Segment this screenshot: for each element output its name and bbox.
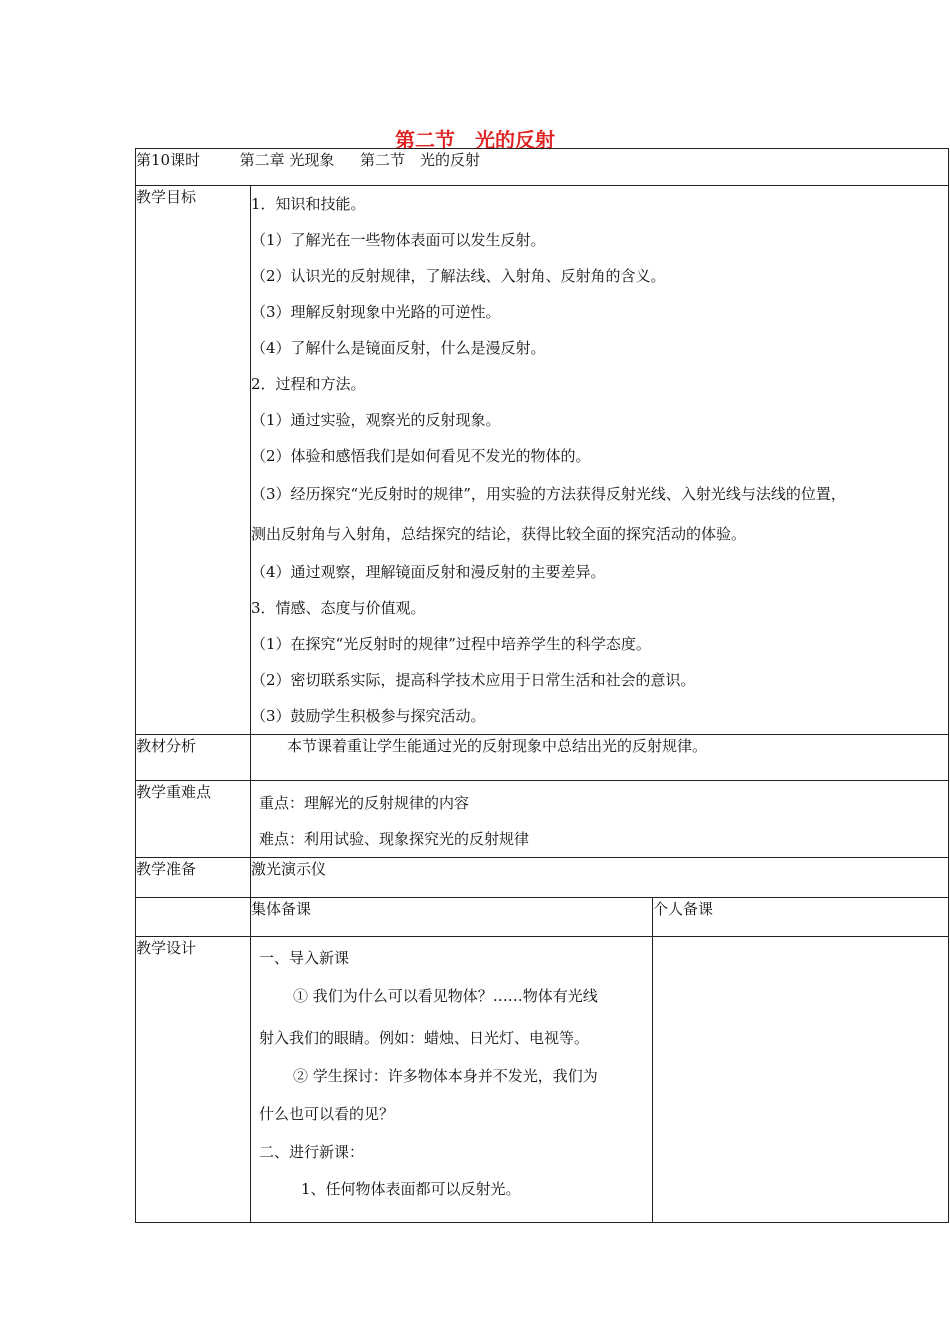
analysis-text: 本节课着重让学生能通过光的反射现象中总结出光的反射规律。 — [287, 737, 708, 755]
design-label: 教学设计 — [136, 937, 251, 1223]
key-points-label: 教学重难点 — [136, 781, 251, 858]
personal-prep-header: 个人备课 — [653, 898, 949, 937]
objective-line: （2）认识光的反射规律，了解法线、入射角、反射角的含义。 — [251, 267, 666, 285]
chapter-name: 第二章 光现象 — [239, 151, 335, 169]
objective-line: （1）在探究“光反射时的规律”过程中培养学生的科学态度。 — [251, 635, 651, 653]
objectives-row — [136, 186, 949, 735]
focus-text: 重点：理解光的反射规律的内容 — [259, 794, 470, 812]
objective-line: （3）经历探究“光反射时的规律”，用实验的方法获得反射光线、入射光线与法线的位置， — [251, 485, 846, 503]
design-content — [251, 937, 653, 1223]
objective-line: 3．情感、态度与价值观。 — [251, 599, 426, 617]
personal-prep-content — [653, 937, 949, 1223]
objective-line: 2．过程和方法。 — [251, 375, 366, 393]
objective-line: 1．知识和技能。 — [251, 195, 366, 213]
lesson-plan-table — [135, 148, 949, 1223]
design-line: ① 我们为什么可以看见物体？……物体有光线 — [293, 987, 598, 1005]
lesson-number: 第10课时 — [136, 151, 201, 169]
objectives-label: 教学目标 — [136, 186, 251, 735]
preparation-row — [136, 858, 949, 898]
objective-line: 测出反射角与入射角，总结探究的结论，获得比较全面的探究活动的体验。 — [251, 525, 747, 543]
difficulty-text: 难点：利用试验、现象探究光的反射规律 — [259, 830, 530, 848]
objective-line: （4）了解什么是镜面反射，什么是漫反射。 — [251, 339, 546, 357]
analysis-content — [251, 735, 949, 781]
design-line: 一、导入新课 — [259, 949, 350, 967]
objective-line: （1）通过实验，观察光的反射现象。 — [251, 411, 501, 429]
design-line: 二、进行新课： — [259, 1143, 365, 1161]
section-name: 第二节 光的反射 — [360, 151, 481, 169]
analysis-label: 教材分析 — [136, 735, 251, 781]
design-line: ② 学生探讨：许多物体本身并不发光，我们为 — [293, 1067, 598, 1085]
header-row — [136, 149, 949, 186]
objectives-content — [251, 186, 949, 735]
design-row — [136, 937, 949, 1223]
key-points-row — [136, 781, 949, 858]
objective-line: （4）通过观察，理解镜面反射和漫反射的主要差异。 — [251, 563, 606, 581]
empty-cell — [136, 898, 251, 937]
design-line: 1、任何物体表面都可以反射光。 — [301, 1180, 521, 1198]
group-prep-header: 集体备课 — [251, 898, 653, 937]
design-line: 什么也可以看的见？ — [259, 1105, 395, 1123]
preparation-text: 激光演示仪 — [251, 858, 949, 898]
objective-line: （3）鼓励学生积极参与探究活动。 — [251, 707, 486, 725]
objective-line: （3）理解反射现象中光路的可逆性。 — [251, 303, 501, 321]
lesson-header-cell — [136, 149, 949, 186]
design-line: 射入我们的眼睛。例如：蜡烛、日光灯、电视等。 — [259, 1029, 590, 1047]
analysis-row — [136, 735, 949, 781]
objective-line: （2）体验和感悟我们是如何看见不发光的物体的。 — [251, 447, 591, 465]
objective-line: （2）密切联系实际，提高科学技术应用于日常生活和社会的意识。 — [251, 671, 696, 689]
preparation-label: 教学准备 — [136, 858, 251, 898]
page-title: 第二节 光的反射 — [395, 128, 555, 152]
columns-row — [136, 898, 949, 937]
key-points-content — [251, 781, 949, 858]
objective-line: （1）了解光在一些物体表面可以发生反射。 — [251, 231, 546, 249]
